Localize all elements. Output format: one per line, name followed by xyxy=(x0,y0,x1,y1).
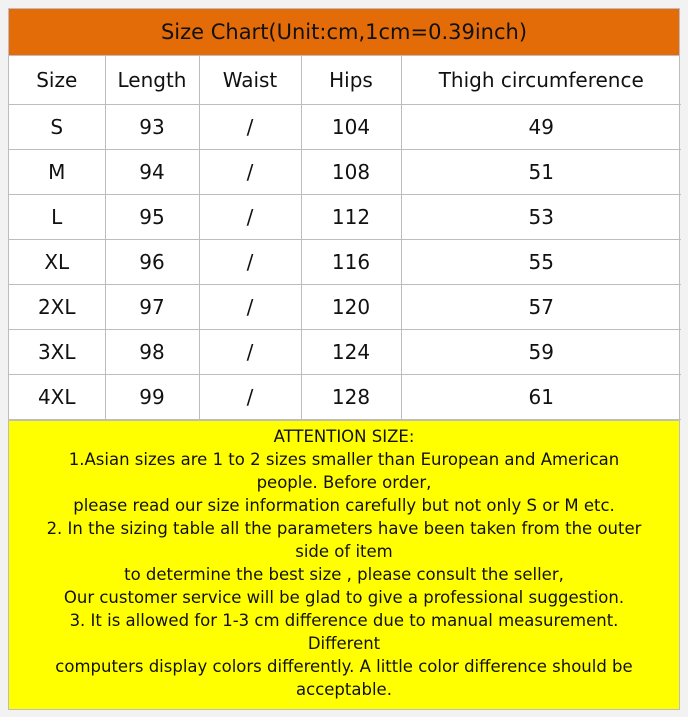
cell-thigh: 49 xyxy=(401,105,681,150)
table-row xyxy=(9,330,681,375)
header-size: Size xyxy=(9,56,105,105)
header-length: Length xyxy=(105,56,199,105)
cell-size: 3XL xyxy=(9,330,105,375)
table-row xyxy=(9,375,681,420)
cell-length: 97 xyxy=(105,285,199,330)
cell-thigh: 59 xyxy=(401,330,681,375)
cell-waist: / xyxy=(199,285,301,330)
cell-length: 98 xyxy=(105,330,199,375)
notes-line: to determine the best size , please consult the seller, xyxy=(124,565,564,584)
cell-length: 95 xyxy=(105,195,199,240)
cell-size: M xyxy=(9,150,105,195)
table-body xyxy=(9,105,681,420)
attention-notes xyxy=(9,420,679,709)
cell-thigh: 55 xyxy=(401,240,681,285)
cell-size: 2XL xyxy=(9,285,105,330)
notes-line: people. Before order, xyxy=(256,473,432,492)
cell-size: 4XL xyxy=(9,375,105,420)
notes-line: side of item xyxy=(295,542,393,561)
cell-size: S xyxy=(9,105,105,150)
header-hips: Hips xyxy=(301,56,401,105)
notes-line: acceptable. xyxy=(296,680,392,699)
chart-title: Size Chart(Unit:cm,1cm=0.39inch) xyxy=(9,9,679,56)
notes-line: Different xyxy=(307,634,381,653)
cell-hips: 108 xyxy=(301,150,401,195)
table-row xyxy=(9,240,681,285)
notes-line: please read our size information carefully but not only S or M etc. xyxy=(73,496,615,515)
cell-thigh: 57 xyxy=(401,285,681,330)
notes-line: computers display colors differently. A little color difference should be xyxy=(55,657,633,676)
cell-thigh: 61 xyxy=(401,375,681,420)
cell-waist: / xyxy=(199,240,301,285)
notes-line: 2. In the sizing table all the parameters have been taken from the outer xyxy=(46,519,642,538)
notes-line: 1.Asian sizes are 1 to 2 sizes smaller than European and American xyxy=(68,450,620,469)
cell-hips: 124 xyxy=(301,330,401,375)
table-row xyxy=(9,195,681,240)
cell-waist: / xyxy=(199,150,301,195)
table-row xyxy=(9,105,681,150)
cell-hips: 104 xyxy=(301,105,401,150)
cell-size: XL xyxy=(9,240,105,285)
header-thigh-circumference: Thigh circumference xyxy=(401,56,681,105)
table-row xyxy=(9,150,681,195)
cell-length: 99 xyxy=(105,375,199,420)
cell-waist: / xyxy=(199,330,301,375)
size-chart xyxy=(8,8,680,710)
cell-hips: 120 xyxy=(301,285,401,330)
notes-line: Our customer service will be glad to give a professional suggestion. xyxy=(63,588,625,607)
notes-line: 3. It is allowed for 1-3 cm difference due to manual measurement. xyxy=(69,611,619,630)
cell-hips: 116 xyxy=(301,240,401,285)
cell-size: L xyxy=(9,195,105,240)
table-row xyxy=(9,285,681,330)
cell-hips: 128 xyxy=(301,375,401,420)
size-table xyxy=(9,56,681,420)
notes-heading: ATTENTION SIZE: xyxy=(273,427,415,446)
cell-length: 93 xyxy=(105,105,199,150)
cell-hips: 112 xyxy=(301,195,401,240)
table-header-row xyxy=(9,56,681,105)
cell-thigh: 53 xyxy=(401,195,681,240)
cell-waist: / xyxy=(199,375,301,420)
cell-waist: / xyxy=(199,105,301,150)
header-waist: Waist xyxy=(199,56,301,105)
cell-thigh: 51 xyxy=(401,150,681,195)
cell-length: 94 xyxy=(105,150,199,195)
cell-waist: / xyxy=(199,195,301,240)
cell-length: 96 xyxy=(105,240,199,285)
